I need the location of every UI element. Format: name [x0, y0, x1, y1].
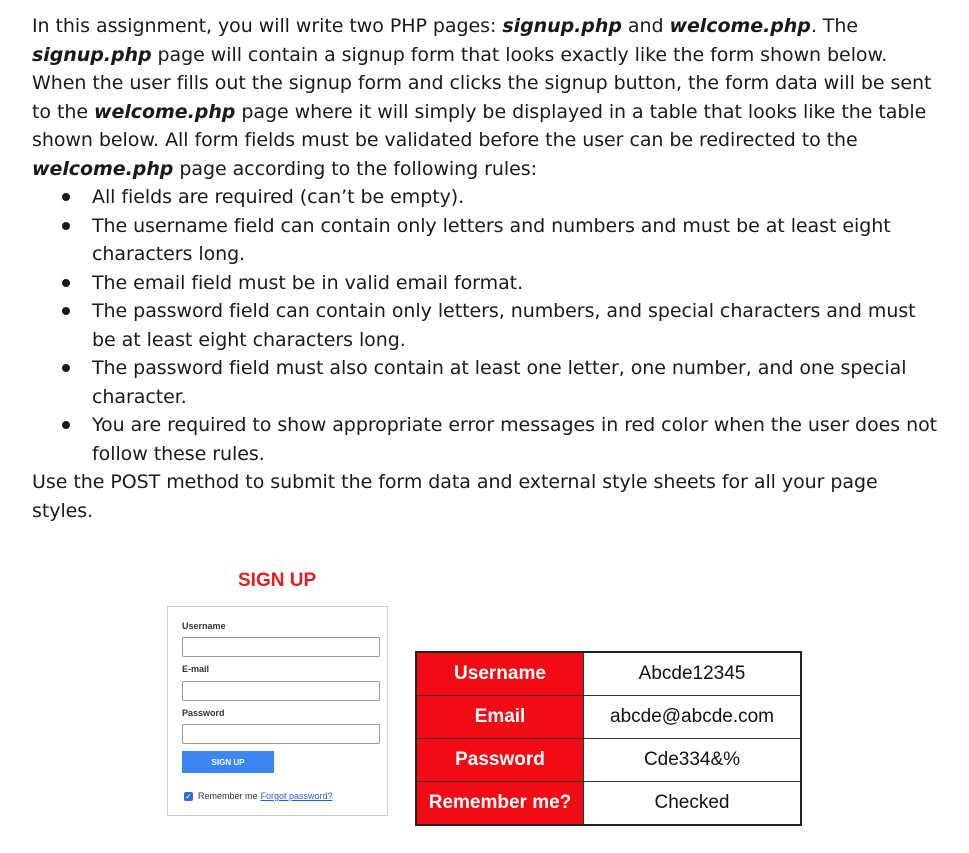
check-icon[interactable]: ✓ [185, 791, 192, 801]
intro-text: . The [810, 15, 858, 37]
filename-signup: signup.php [502, 15, 622, 37]
username-input[interactable] [182, 637, 380, 657]
table-value-cell: Abcde12345 [584, 652, 802, 696]
signup-button[interactable]: SIGN UP [182, 751, 274, 773]
assignment-text [32, 12, 942, 525]
remember-row [184, 791, 333, 801]
signup-title: SIGN UP [238, 570, 317, 591]
intro-text: page according to the following rules: [173, 157, 537, 180]
filename-welcome: welcome.php [32, 157, 174, 180]
filename-welcome: welcome.php [94, 100, 236, 123]
rule-item: The password field must also contain at least one letter, one number, and one special character. [32, 354, 942, 411]
table-value-cell: Checked [584, 782, 802, 826]
intro-text: page will contain a signup form that looks exactly like the form shown below. When the user fills out the signup form and clicks the signup button, the form data will be sent to the [32, 43, 932, 123]
closing-paragraph: Use the POST method to submit the form data and external style sheets for all your page styles. [32, 471, 878, 522]
rule-item: The username field can contain only letters and numbers and must be at least eight characters long. [32, 212, 942, 269]
table-row [416, 652, 801, 696]
table-value-cell: Cde334&% [584, 739, 802, 782]
intro-text: In this assignment, you will write two PHP pages: [32, 15, 503, 37]
intro-paragraph [32, 12, 942, 183]
intro-text: page where it will simply be displayed in a table that looks like the table shown below. All form fields must be validated before the user can be redirected to the [32, 100, 927, 151]
table-row [416, 782, 801, 826]
table-header-cell: Email [416, 696, 584, 739]
email-label: E-mail [182, 664, 210, 674]
welcome-table [415, 651, 802, 826]
rules-list [32, 183, 942, 468]
table-header-cell: Password [416, 739, 584, 782]
rule-item: The email field must be in valid email format. [32, 269, 942, 298]
forgot-password-link[interactable]: Forgot password? [260, 791, 333, 801]
username-label: Username [182, 621, 226, 631]
filename-signup: signup.php [32, 43, 152, 66]
rule-item: You are required to show appropriate error messages in red color when the user does not follow these rules. [32, 411, 942, 468]
table-row [416, 739, 801, 782]
remember-label: Remember me [198, 791, 258, 801]
rule-item: All fields are required (can’t be empty). [32, 183, 942, 212]
table-header-cell: Remember me? [416, 782, 584, 826]
table-row [416, 696, 801, 739]
rule-item: The password field can contain only letters, numbers, and special characters and must be at least eight characters long. [32, 297, 942, 354]
signup-form [167, 606, 388, 816]
email-input[interactable] [182, 681, 380, 701]
password-label: Password [182, 708, 225, 718]
table-header-cell: Username [416, 652, 584, 696]
filename-welcome: welcome.php [669, 15, 811, 37]
intro-text: and [621, 15, 670, 37]
table-value-cell: abcde@abcde.com [584, 696, 802, 739]
password-input[interactable] [182, 724, 380, 744]
